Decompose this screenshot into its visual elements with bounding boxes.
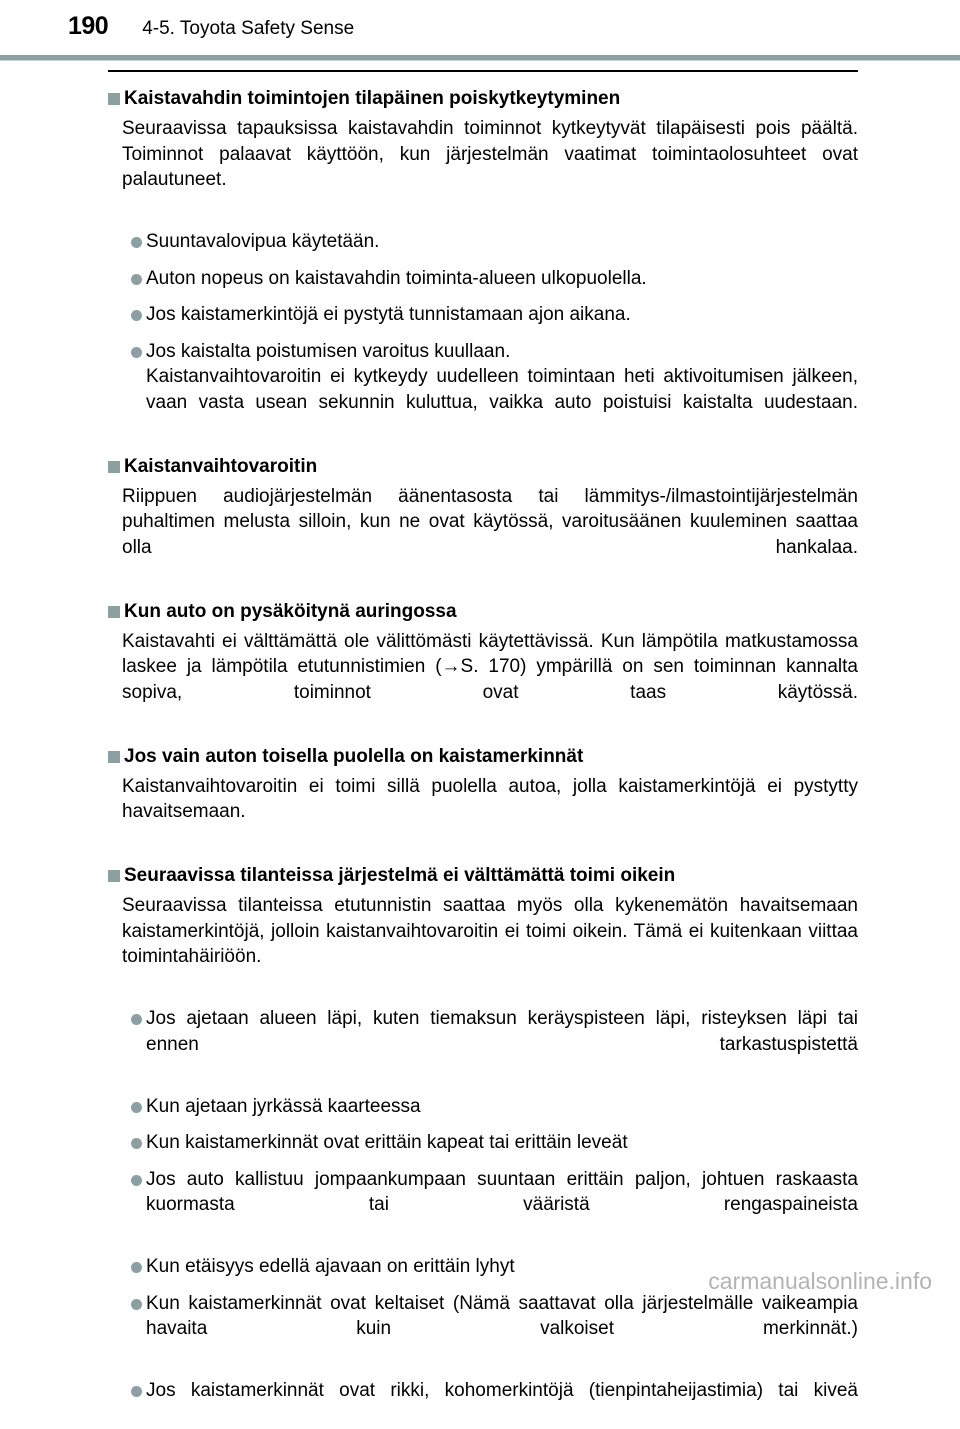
square-bullet-icon bbox=[108, 751, 120, 763]
list-item-continuation: Kaistanvaihtovaroitin ei kytkeydy uudelleen toimintaan heti aktivoitumisen jälkeen, vaan vasta usean sekunnin kuluttua, vaikka auto poistuisi kaistalta uudestaan. bbox=[146, 366, 858, 413]
section-heading-text: Jos vain auton toisella puolella on kaistamerkinnät bbox=[124, 745, 584, 767]
round-bullet-icon bbox=[131, 1014, 142, 1025]
list-item-text: Jos ajetaan alueen läpi, kuten tiemaksun keräyspisteen läpi, risteyksen läpi tai ennen tarkastuspistettä bbox=[146, 1008, 858, 1055]
section-heading-text: Kun auto on pysäköitynä auringossa bbox=[124, 600, 457, 622]
list-item bbox=[108, 1378, 858, 1429]
section-heading bbox=[108, 599, 858, 624]
page-number: 190 bbox=[68, 12, 109, 40]
round-bullet-icon bbox=[131, 310, 142, 321]
square-bullet-icon bbox=[108, 870, 120, 882]
page-header-inner bbox=[0, 0, 960, 39]
section-heading bbox=[108, 744, 858, 769]
list-item-text: Jos auto kallistuu jompaankumpaan suuntaan erittäin paljon, johtuen raskaasta kuormasta tai vääristä rengaspaineista bbox=[146, 1168, 858, 1215]
section-block bbox=[108, 863, 858, 1429]
section-heading-text: Kaistanvaihtovaroitin bbox=[124, 455, 318, 477]
list-item bbox=[108, 266, 858, 292]
list-item-text: Jos kaistamerkintöjä ei pystytä tunnistamaan ajon aikana. bbox=[146, 304, 631, 325]
list-item-text: Jos kaistalta poistumisen varoitus kuullaan. bbox=[146, 340, 511, 362]
list-item bbox=[108, 1167, 858, 1244]
round-bullet-icon bbox=[131, 1262, 142, 1273]
section-block bbox=[108, 744, 858, 851]
section-paragraph: Riippuen audiojärjestelmän äänentasosta tai lämmitys-/ilmastointijärjestelmän puhaltimen melusta silloin, kun ne ovat käytössä, varoitusäänen kuuleminen saattaa olla hankalaa. bbox=[122, 485, 858, 558]
list-item bbox=[108, 339, 858, 365]
section-block bbox=[108, 86, 858, 441]
section-paragraph: Seuraavissa tapauksissa kaistavahdin toiminnot kytkeytyvät tilapäisesti pois päältä. Toiminnot palaavat käyttöön, kun järjestelmän vaatimat toimintaolosuhteet ovat palautuneet. bbox=[122, 118, 858, 190]
section-paragraph: Kaistanvaihtovaroitin ei toimi sillä puolella autoa, jolla kaistamerkintöjä ei pystytty havaitsemaan. bbox=[122, 775, 858, 822]
list-item bbox=[108, 229, 858, 255]
round-bullet-icon bbox=[131, 1138, 142, 1149]
list-item-text: Auton nopeus on kaistavahdin toiminta-alueen ulkopuolella. bbox=[146, 267, 647, 289]
content-top-rule bbox=[108, 70, 858, 72]
section-block bbox=[108, 599, 858, 731]
section-paragraph: Kaistavahti ei välttämättä ole välittömästi käytettävissä. Kun lämpötila matkustamossa laskee ja lämpötila etutunnistimien (→S. 170) ympärillä on sen toiminnan kannalta sopiva, toiminnot ovat taas käytössä. bbox=[122, 630, 858, 703]
list-item-text: Kun ajetaan jyrkässä kaarteessa bbox=[146, 1095, 421, 1117]
list-item-text: Jos kaistamerkinnät ovat rikki, kohomerkintöjä (tienpintaheijastimia) tai kiveä bbox=[146, 1380, 858, 1401]
round-bullet-icon bbox=[131, 1102, 142, 1113]
section-heading-text: Kaistavahdin toimintojen tilapäinen poiskytkeytyminen bbox=[124, 88, 621, 109]
round-bullet-icon bbox=[131, 274, 142, 285]
list-item-text: Suuntavalovipua käytetään. bbox=[146, 231, 380, 252]
section-heading bbox=[108, 863, 858, 888]
round-bullet-icon bbox=[131, 1386, 142, 1397]
round-bullet-icon bbox=[131, 237, 142, 248]
list-item bbox=[108, 1094, 858, 1120]
round-bullet-icon bbox=[131, 1299, 142, 1310]
list-item-text: Kun kaistamerkinnät ovat erittäin kapeat tai erittäin leveät bbox=[146, 1132, 628, 1153]
content-column bbox=[108, 70, 858, 1429]
list-item bbox=[108, 302, 858, 328]
list-item bbox=[108, 1130, 858, 1156]
footer-watermark: carmanualsonline.info bbox=[708, 1268, 932, 1294]
header-rule-thin bbox=[0, 60, 960, 61]
list-item bbox=[108, 1291, 858, 1368]
list-item-text: Kun etäisyys edellä ajavaan on erittäin lyhyt bbox=[146, 1256, 515, 1277]
square-bullet-icon bbox=[108, 461, 120, 473]
round-bullet-icon bbox=[131, 347, 142, 358]
section-heading bbox=[108, 86, 858, 111]
section-paragraph: Seuraavissa tilanteissa etutunnistin saattaa myös olla kykenemätön havaitsemaan kaistamerkintöjä, jolloin kaistanvaihtovaroitin ei toimi oikein. Tämä ei kuitenkaan viittaa toimintahäiriöön. bbox=[122, 895, 858, 967]
square-bullet-icon bbox=[108, 606, 120, 618]
list-item bbox=[108, 1006, 858, 1083]
square-bullet-icon bbox=[108, 93, 120, 105]
page-header bbox=[0, 0, 960, 52]
list-item-text: Kun kaistamerkinnät ovat keltaiset (Nämä saattavat olla järjestelmälle vaikeampia havaita kuin valkoiset merkinnät.) bbox=[146, 1292, 858, 1339]
bullet-list bbox=[108, 1006, 858, 1429]
bullet-list bbox=[108, 229, 858, 364]
round-bullet-icon bbox=[131, 1175, 142, 1186]
chapter-title: 4-5. Toyota Safety Sense bbox=[142, 18, 355, 39]
section-heading-text: Seuraavissa tilanteissa järjestelmä ei välttämättä toimi oikein bbox=[124, 865, 676, 886]
section-heading bbox=[108, 454, 858, 479]
section-block bbox=[108, 454, 858, 586]
